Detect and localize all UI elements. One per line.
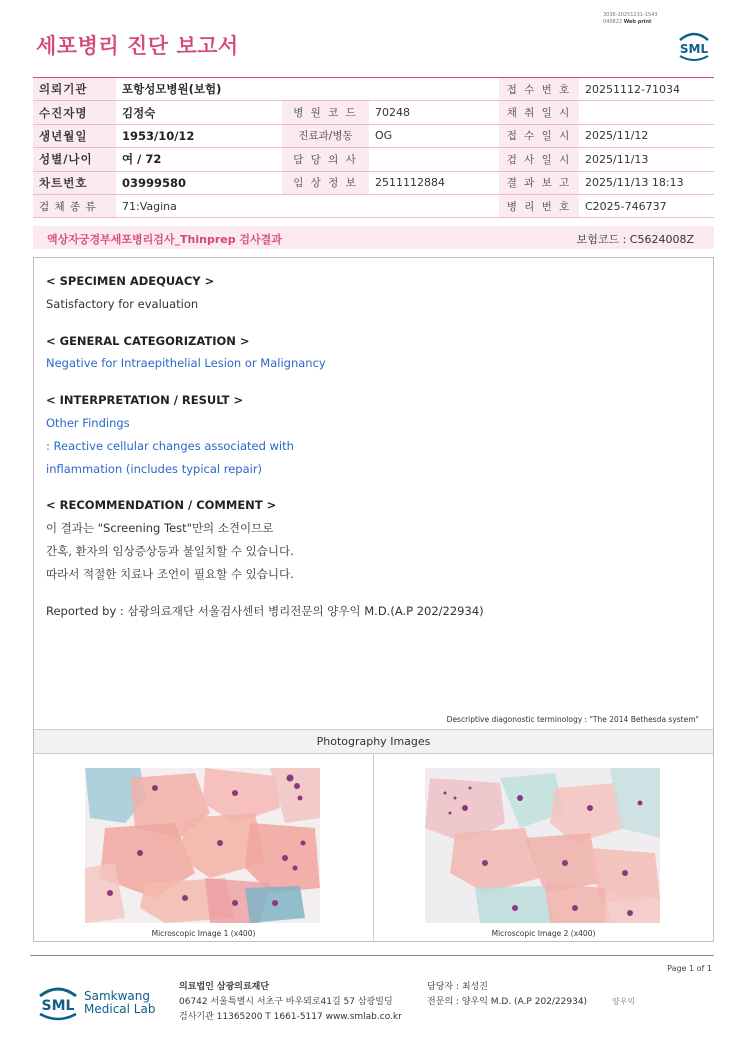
print-id bbox=[603, 12, 658, 26]
value-specimen-type: 71:Vagina bbox=[116, 194, 282, 217]
value-department: OG bbox=[369, 124, 499, 147]
sml-logo-icon bbox=[674, 28, 714, 62]
info-row bbox=[33, 194, 714, 217]
value-receipt-no: 20251112-71034 bbox=[579, 78, 714, 101]
microscopic-image-1 bbox=[85, 768, 320, 923]
value-doctor bbox=[369, 148, 499, 171]
microscopic-image-2 bbox=[425, 768, 660, 923]
company-line-1: Samkwang bbox=[84, 989, 150, 1003]
label-requesting-org: 의뢰기관 bbox=[33, 78, 116, 101]
adequacy-text: Satisfactory for evaluation bbox=[46, 296, 199, 311]
company-line-2: Medical Lab bbox=[84, 1002, 156, 1016]
reported-by: Reported by : 삼광의료재단 서울검사센터 병리전문의 양우익 M.D.(A.P 202/22934) bbox=[46, 603, 484, 618]
company-name bbox=[84, 990, 155, 1016]
print-id-code: 040822 bbox=[603, 19, 623, 25]
pathologist: 전문의 : 양우익 M.D. (A.P 202/22934) bbox=[427, 997, 588, 1007]
value-patient-name: 김정숙 bbox=[116, 101, 282, 124]
recommendation-line-1: 이 결과는 "Screening Test"만의 소견이므로 bbox=[46, 521, 274, 536]
interpretation-line-2: : Reactive cellular changes associated with bbox=[46, 438, 294, 453]
label-patient-name: 수진자명 bbox=[33, 101, 116, 124]
test-section-bar bbox=[33, 226, 714, 249]
value-collection-date bbox=[579, 101, 714, 124]
print-id-line1: 3036-20251231-1543 bbox=[603, 12, 658, 18]
value-result-report: 2025/11/13 18:13 bbox=[579, 171, 714, 194]
terminology-note: Descriptive diagonostic terminology : "The 2014 Bethesda system" bbox=[446, 715, 699, 724]
footer-divider bbox=[30, 955, 714, 956]
adequacy-heading: < SPECIMEN ADEQUACY > bbox=[46, 274, 215, 288]
value-chart-no: 03999580 bbox=[116, 171, 282, 194]
label-receipt-date: 접 수 일 시 bbox=[499, 124, 579, 147]
test-name: 액상자궁경부세포병리검사_Thinprep 검사결과 bbox=[47, 233, 282, 246]
category-text: Negative for Intraepithelial Lesion or Malignancy bbox=[46, 356, 326, 371]
value-pathology-no: C2025-746737 bbox=[579, 194, 714, 217]
caption-image-1: Microscopic Image 1 (x400) bbox=[151, 929, 256, 938]
address-line: 06742 서울특별시 서초구 바우뫼로41길 57 삼광빌딩 bbox=[179, 997, 393, 1007]
label-result-report: 결 과 보 고 bbox=[499, 171, 579, 194]
interpretation-line-1: Other Findings bbox=[46, 415, 130, 430]
page-number: Page 1 of 1 bbox=[667, 964, 712, 973]
info-row bbox=[33, 101, 714, 124]
info-row bbox=[33, 171, 714, 194]
photo-divider bbox=[373, 754, 374, 942]
label-clinical-info: 임 상 정 보 bbox=[282, 171, 369, 194]
footer-address bbox=[179, 980, 402, 1025]
value-birth-date: 1953/10/12 bbox=[116, 124, 282, 147]
web-print-label: Web print bbox=[623, 19, 652, 25]
recommendation-line-3: 따라서 적절한 치료나 조언이 필요할 수 있습니다. bbox=[46, 566, 294, 581]
caption-image-2: Microscopic Image 2 (x400) bbox=[491, 929, 596, 938]
sml-footer-logo-icon bbox=[36, 980, 80, 1024]
result-content bbox=[46, 270, 696, 622]
label-collection-date: 채 취 일 시 bbox=[499, 101, 579, 124]
value-hospital-code: 70248 bbox=[369, 101, 499, 124]
recommendation-heading: < RECOMMENDATION / COMMENT > bbox=[46, 498, 277, 513]
label-pathology-no: 병 리 번 호 bbox=[499, 194, 579, 217]
value-sex-age: 여 / 72 bbox=[116, 148, 282, 171]
signature: 양우익 bbox=[612, 997, 636, 1006]
label-hospital-code: 병 원 코 드 bbox=[282, 101, 369, 124]
interpretation-line-3: inflammation (includes typical repair) bbox=[46, 461, 263, 476]
info-row bbox=[33, 148, 714, 171]
label-sex-age: 성별/나이 bbox=[33, 148, 116, 171]
label-chart-no: 차트번호 bbox=[33, 171, 116, 194]
value-requesting-org: 포항성모병원(보험) bbox=[116, 78, 282, 101]
label-doctor: 담 당 의 사 bbox=[282, 148, 369, 171]
contact-line: 검사기관 11365200 T 1661-5117 www.smlab.co.kr bbox=[179, 1012, 402, 1022]
value-receipt-date: 2025/11/12 bbox=[579, 124, 714, 147]
recommendation-line-2: 간혹, 환자의 임상증상등과 불일치할 수 있습니다. bbox=[46, 543, 294, 558]
info-row bbox=[33, 78, 714, 101]
insurance-code: 보험코드 : C5624008Z bbox=[576, 233, 694, 246]
value-test-date: 2025/11/13 bbox=[579, 148, 714, 171]
value-clinical-info: 2511112884 bbox=[369, 171, 499, 194]
footer-logo-text: SML bbox=[41, 998, 75, 1014]
result-box bbox=[33, 257, 714, 942]
footer-staff bbox=[427, 980, 587, 1010]
interpretation-heading: < INTERPRETATION / RESULT > bbox=[46, 393, 244, 408]
category-heading: < GENERAL CATEGORIZATION > bbox=[46, 333, 250, 348]
report-title: 세포병리 진단 보고서 bbox=[36, 34, 239, 58]
label-specimen-type: 검 체 종 류 bbox=[33, 194, 116, 217]
label-test-date: 검 사 일 시 bbox=[499, 148, 579, 171]
org-name: 의료법인 삼광의료재단 bbox=[179, 982, 270, 992]
photo-header: Photography Images bbox=[34, 729, 713, 754]
patient-info-table bbox=[33, 77, 714, 218]
label-department: 진료과/병동 bbox=[282, 124, 369, 147]
staff-in-charge: 담당자 : 최성진 bbox=[427, 982, 488, 992]
info-row bbox=[33, 124, 714, 147]
label-receipt-no: 접 수 번 호 bbox=[499, 78, 579, 101]
label-birth-date: 생년월일 bbox=[33, 124, 116, 147]
top-logo-text: SML bbox=[679, 42, 709, 56]
